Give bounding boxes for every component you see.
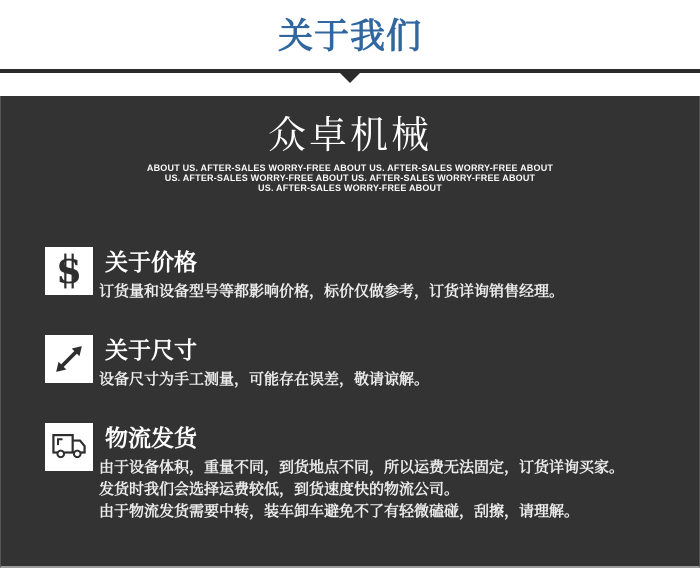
info-sections <box>1 247 699 523</box>
truck-icon <box>45 423 93 471</box>
section-dimensions-title: 关于尺寸 <box>105 337 197 363</box>
brand-subtitle-line: ABOUT US. AFTER-SALES WORRY-FREE ABOUT US. AFTER-SALES WORRY-FREE ABOUT <box>146 163 554 173</box>
brand-name: 众卓机械 <box>267 115 432 157</box>
section-dimensions-desc <box>99 369 429 391</box>
page-title: 关于我们 <box>277 17 422 56</box>
svg-text:S: S <box>57 251 81 291</box>
section-dimensions-text <box>99 335 429 391</box>
section-dimensions <box>45 335 671 391</box>
desc-line: 订货量和设备型号等都影响价格，标价仅做参考，订货详询销售经理。 <box>99 283 565 300</box>
dollar-icon <box>45 247 93 295</box>
resize-arrow-icon <box>45 335 93 383</box>
brand-subtitle-line: US. AFTER-SALES WORRY-FREE ABOUT US. AFTER-SALES WORRY-FREE ABOUT <box>164 173 536 183</box>
section-price-title: 关于价格 <box>105 249 197 275</box>
about-panel <box>0 96 700 568</box>
desc-line: 由于物流发货需要中转，装车卸车避免不了有轻微磕碰，刮擦，请理解。 <box>99 503 580 520</box>
section-price-desc <box>99 281 564 303</box>
section-logistics-text <box>99 423 624 523</box>
page-header <box>0 0 700 57</box>
brand-subtitle <box>1 163 699 193</box>
desc-line: 设备尺寸为手工测量，可能存在误差，敬请谅解。 <box>99 371 430 388</box>
brand-subtitle-line: US. AFTER-SALES WORRY-FREE ABOUT <box>258 183 442 193</box>
desc-line: 由于设备体积，重量不同，到货地点不同，所以运费无法固定，订货详询买家。 <box>99 459 625 476</box>
section-divider <box>0 69 700 73</box>
section-logistics-desc <box>99 457 624 523</box>
desc-line: 发货时我们会选择运费较低，到货速度快的物流公司。 <box>99 481 460 498</box>
divider-triangle-icon <box>340 73 360 83</box>
section-logistics <box>45 423 671 523</box>
section-logistics-title: 物流发货 <box>105 425 197 451</box>
section-price <box>45 247 671 303</box>
section-price-text <box>99 247 564 303</box>
